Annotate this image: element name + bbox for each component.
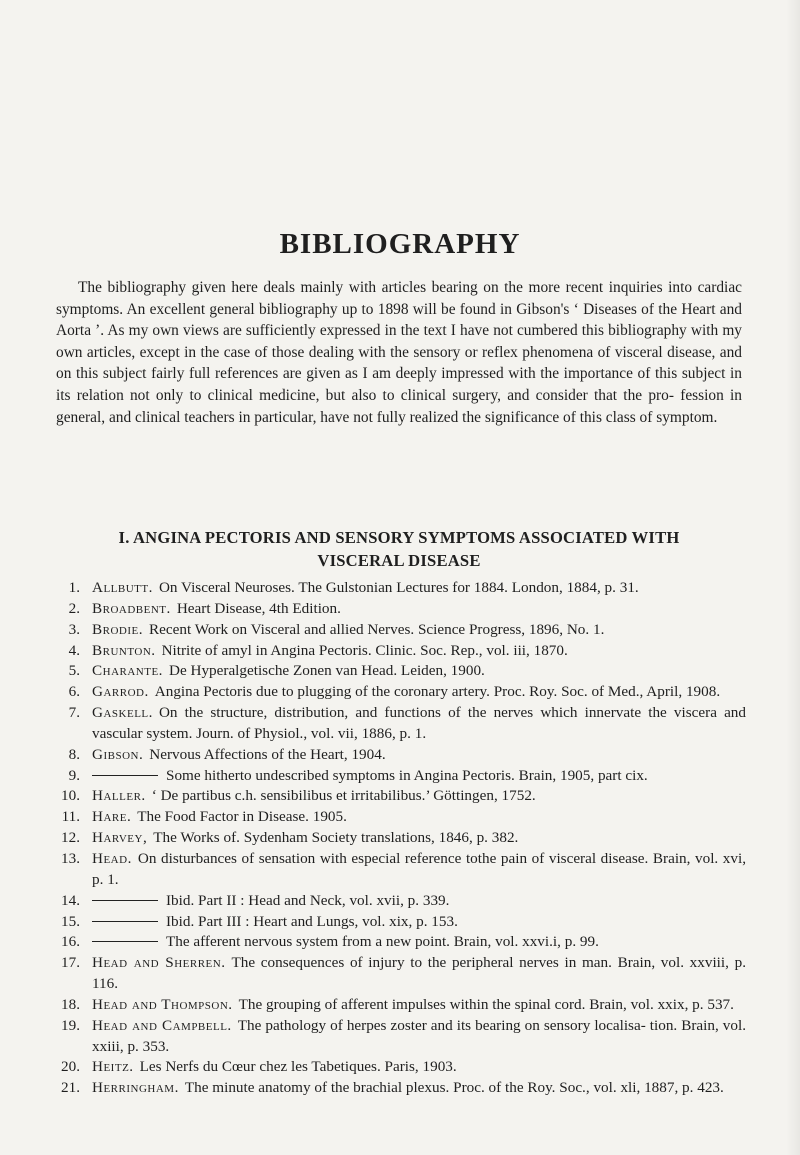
reference-item bbox=[56, 995, 746, 1016]
reference-text: The Works of. Sydenham Society translations, 1846, p. 382. bbox=[153, 829, 519, 847]
reference-number: 16. bbox=[61, 933, 80, 951]
reference-number: 17. bbox=[61, 954, 80, 972]
reference-text: The pathology of herpes zoster and its bearing on sensory localisa- tion. Brain, vol. xxiii, p. 353. bbox=[92, 1016, 747, 1055]
reference-item bbox=[56, 932, 746, 953]
reference-item bbox=[56, 599, 746, 620]
reference-number: 11. bbox=[61, 808, 80, 826]
reference-item bbox=[56, 828, 746, 849]
reference-text: Some hitherto undescribed symptoms in Angina Pectoris. Brain, 1905, part cix. bbox=[166, 766, 648, 784]
reference-number: 18. bbox=[61, 995, 80, 1013]
reference-item bbox=[56, 1016, 746, 1058]
reference-text: De Hyperalgetische Zonen van Head. Leiden, 1900. bbox=[168, 662, 485, 680]
reference-text: Les Nerfs du Cœur chez les Tabetiques. Paris, 1903. bbox=[139, 1058, 457, 1076]
reference-text: The afferent nervous system from a new point. Brain, vol. xxvi.i, p. 99. bbox=[166, 933, 599, 951]
reference-text: On Visceral Neuroses. The Gulstonian Lectures for 1884. London, 1884, p. 31. bbox=[158, 579, 639, 596]
section-heading-line2: VISCERAL DISEASE bbox=[317, 550, 481, 570]
reference-list bbox=[56, 578, 746, 1099]
reference-number: 9. bbox=[68, 766, 80, 784]
reference-text: Angina Pectoris due to plugging of the coronary artery. Proc. Roy. Soc. of Med., April, 1908. bbox=[154, 683, 721, 701]
reference-text: ‘ De partibus c.h. sensibilibus et irritabilibus.’ Göttingen, 1752. bbox=[151, 787, 536, 805]
reference-text: Ibid. Part II : Head and Neck, vol. xvii, p. 339. bbox=[166, 891, 450, 909]
reference-text: The grouping of afferent impulses within the spinal cord. Brain, vol. xxix, p. 537. bbox=[238, 995, 734, 1013]
reference-author: Hare. bbox=[92, 808, 132, 826]
reference-author: Head and Sherren. bbox=[92, 954, 226, 972]
reference-number: 19. bbox=[61, 1016, 80, 1034]
reference-number: 6. bbox=[68, 683, 80, 701]
intro-paragraph: The bibliography given here deals mainly with articles bearing on the more recent inquiries into cardiac symptoms. An excellent general bibliography up to 1898 will be found in Gibson's ‘ Diseases of the Heart and Aorta ’. As my own views are sufficiently expressed in the text I have not cumbered this bibliography with my own articles, except in the case of those dealing with the sensory or reflex phenomena of visceral disease, and on this subject fairly full references are given as I am deeply impressed with the importance of this subject in its relation not only to clinical medicine, but also to clinical surgery, and consider that the pro- fession in general, and clinical teachers in particular, have not fully realized the significance of this class of symptom. bbox=[56, 279, 742, 426]
reference-number: 5. bbox=[68, 662, 80, 680]
reference-number: 20. bbox=[61, 1058, 80, 1076]
reference-item bbox=[56, 1078, 746, 1099]
reference-text: On disturbances of sensation with especial reference tothe pain of visceral disease. Brain, vol. xvi, p. 1. bbox=[92, 849, 746, 888]
ditto-dash bbox=[92, 775, 158, 776]
reference-text: On the structure, distribution, and functions of the nerves which innervate the viscera and vascular system. Journ. of Physiol., vol. vii, 1886, p. 1. bbox=[92, 704, 746, 742]
reference-number: 14. bbox=[61, 891, 80, 909]
reference-number: 2. bbox=[68, 599, 80, 617]
reference-author: Gaskell. bbox=[92, 704, 153, 722]
reference-author: Haller. bbox=[92, 787, 146, 805]
reference-author: Charante. bbox=[92, 662, 163, 680]
reference-number: 13. bbox=[61, 849, 80, 867]
ditto-dash bbox=[92, 921, 158, 922]
reference-item bbox=[56, 661, 746, 682]
reference-author: Broadbent. bbox=[92, 599, 171, 617]
reference-number: 3. bbox=[68, 620, 80, 638]
reference-text: Heart Disease, 4th Edition. bbox=[176, 599, 341, 617]
reference-author: Head and Thompson. bbox=[92, 995, 233, 1013]
reference-item bbox=[56, 703, 746, 745]
reference-number: 7. bbox=[68, 704, 80, 722]
reference-number: 1. bbox=[68, 579, 80, 596]
ditto-dash bbox=[92, 900, 158, 901]
reference-author: Herringham. bbox=[92, 1079, 179, 1097]
reference-item bbox=[56, 891, 746, 912]
reference-author: Brunton. bbox=[92, 641, 156, 659]
reference-author: Allbutt. bbox=[92, 579, 153, 596]
reference-item bbox=[56, 682, 746, 703]
reference-item bbox=[56, 766, 746, 787]
reference-item bbox=[56, 578, 746, 599]
reference-number: 8. bbox=[68, 745, 80, 763]
reference-author: Heitz. bbox=[92, 1058, 134, 1076]
reference-author: Harvey, bbox=[92, 829, 148, 847]
reference-item bbox=[56, 786, 746, 807]
reference-text: Recent Work on Visceral and allied Nerves. Science Progress, 1896, No. 1. bbox=[149, 620, 605, 638]
page-edge-shadow bbox=[786, 0, 800, 1155]
reference-text: The Food Factor in Disease. 1905. bbox=[137, 808, 347, 826]
reference-item bbox=[56, 849, 746, 891]
reference-text: Nitrite of amyl in Angina Pectoris. Clinic. Soc. Rep., vol. iii, 1870. bbox=[161, 641, 568, 659]
reference-text: Nervous Affections of the Heart, 1904. bbox=[149, 745, 386, 763]
reference-item bbox=[56, 1057, 746, 1078]
reference-text: The consequences of injury to the peripheral nerves in man. Brain, vol. xxviii, p. 116. bbox=[92, 954, 746, 993]
reference-item bbox=[56, 912, 746, 933]
reference-item bbox=[56, 953, 746, 995]
reference-author: Gibson. bbox=[92, 745, 144, 763]
reference-author: Head. bbox=[92, 849, 132, 867]
reference-text: Ibid. Part III : Heart and Lungs, vol. xix, p. 153. bbox=[166, 912, 458, 930]
reference-item bbox=[56, 641, 746, 662]
section-heading bbox=[56, 527, 742, 572]
reference-author: Brodie. bbox=[92, 620, 144, 638]
reference-author: Head and Campbell. bbox=[92, 1016, 232, 1034]
reference-number: 15. bbox=[61, 912, 80, 930]
ditto-dash bbox=[92, 941, 158, 942]
reference-text: The minute anatomy of the brachial plexus. Proc. of the Roy. Soc., vol. xli, 1887, p. 423. bbox=[184, 1079, 724, 1097]
reference-item bbox=[56, 620, 746, 641]
reference-item bbox=[56, 745, 746, 766]
reference-author: Garrod. bbox=[92, 683, 149, 701]
reference-number: 10. bbox=[61, 787, 80, 805]
reference-number: 12. bbox=[61, 829, 80, 847]
reference-number: 4. bbox=[68, 641, 80, 659]
section-heading-line1: I. ANGINA PECTORIS AND SENSORY SYMPTOMS ASSOCIATED WITH bbox=[118, 528, 680, 547]
page-title: BIBLIOGRAPHY bbox=[279, 228, 521, 260]
reference-item bbox=[56, 807, 746, 828]
reference-number: 21. bbox=[61, 1079, 80, 1097]
